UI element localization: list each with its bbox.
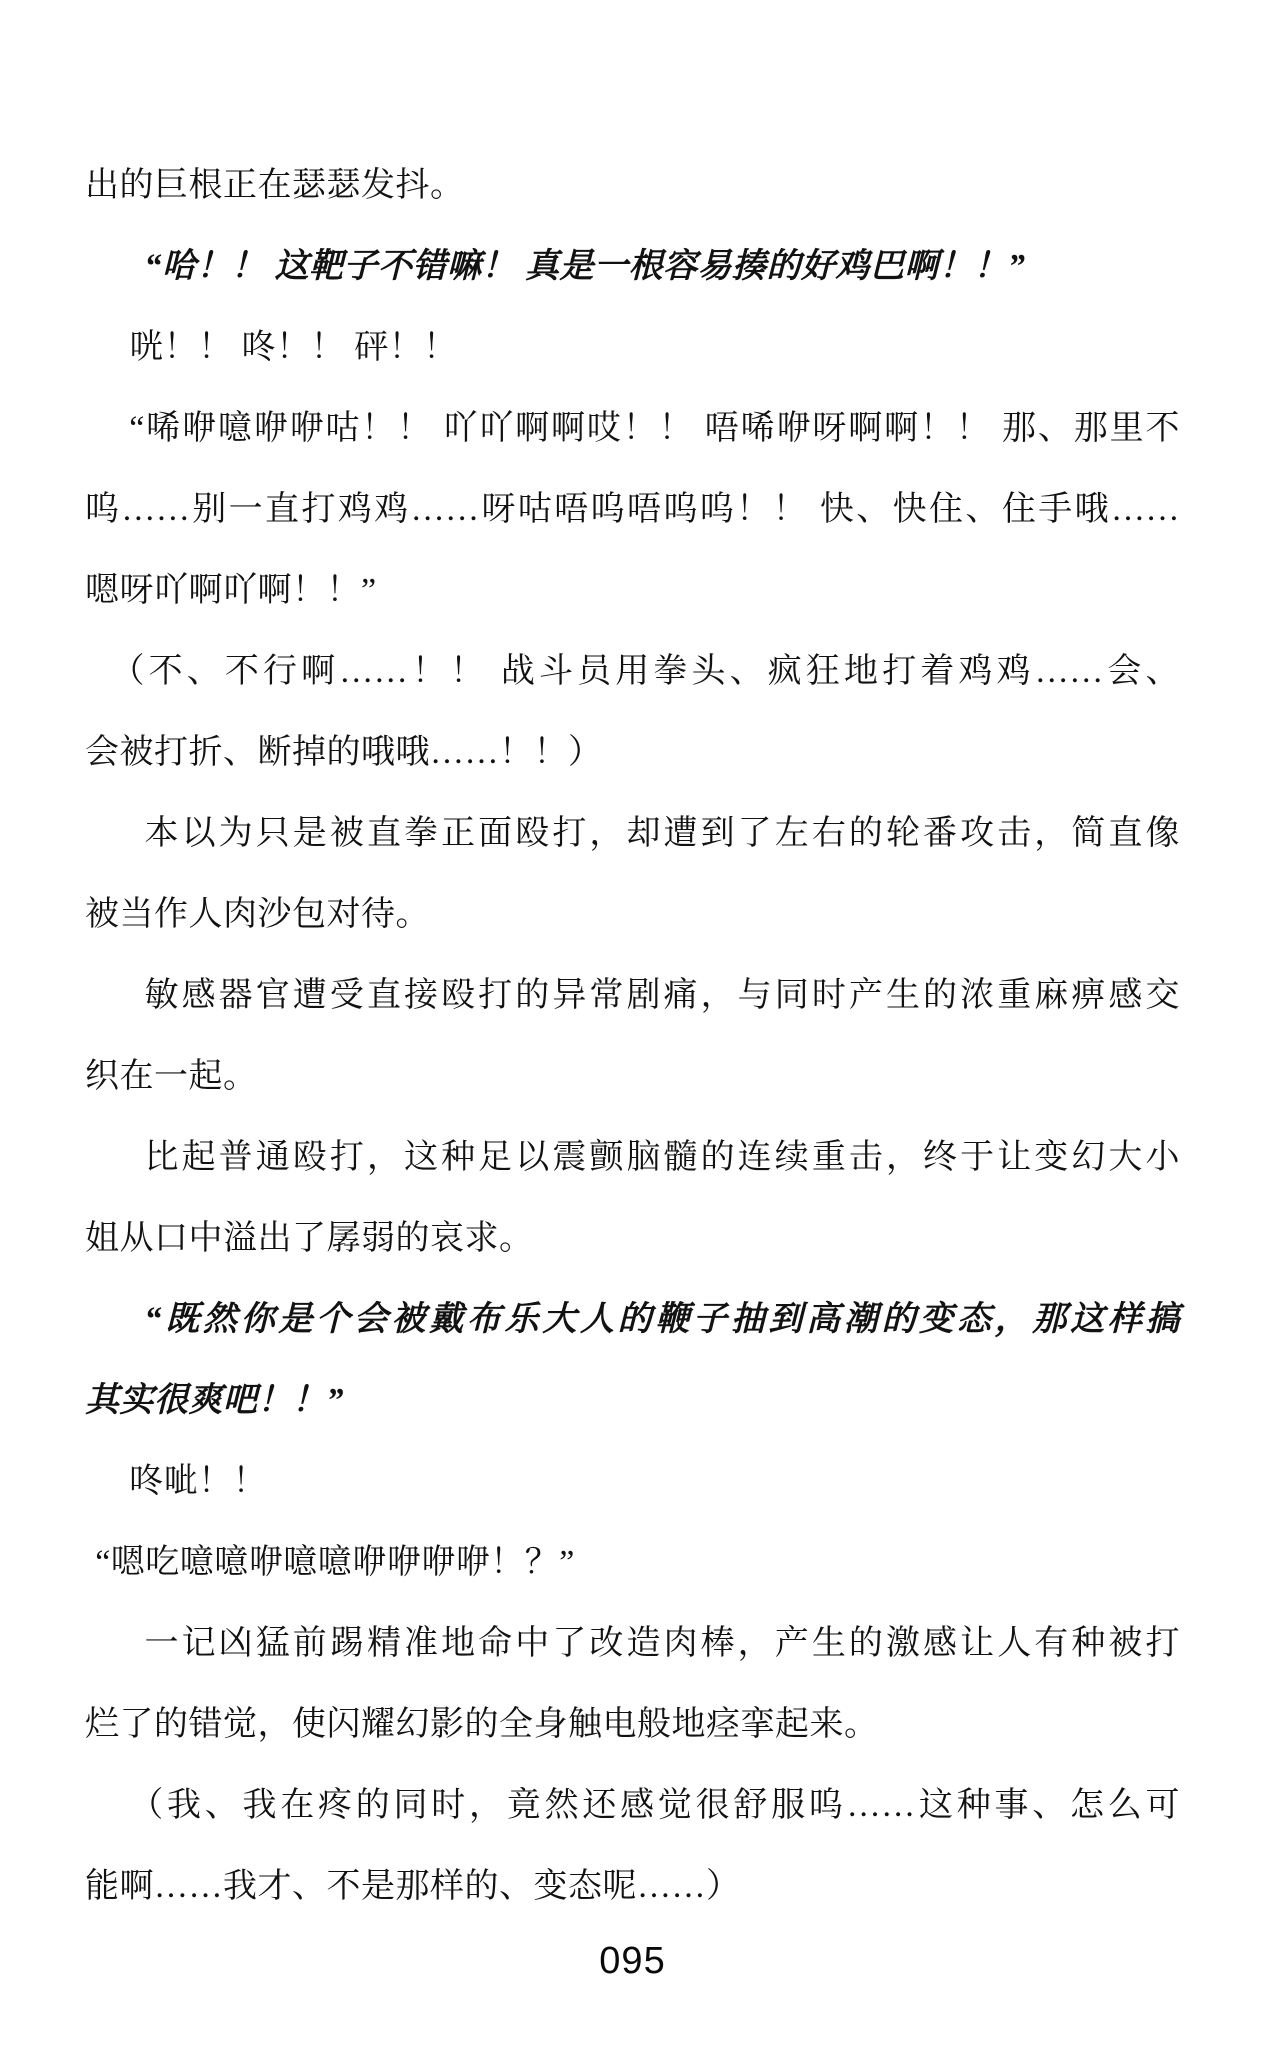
- body-text-line: 本以为只是被直拳正面殴打，却遭到了左右的轮番攻击，简直像: [144, 815, 1180, 852]
- body-text-line: 织在一起。: [85, 1058, 258, 1095]
- page-number: 095: [599, 1940, 666, 1982]
- inner-thought-line: 能啊……我才、不是那样的、变态呢……）: [85, 1868, 741, 1905]
- body-text-line: 姐从口中溢出了孱弱的哀求。: [85, 1220, 534, 1257]
- body-text-line: 一记凶猛前踢精准地命中了改造肉棒，产生的激感让人有种被打: [144, 1625, 1180, 1662]
- sound-effect-line: 咚呲！！: [129, 1463, 268, 1500]
- dialogue-line: “唏咿噫咿咿咕！！ 吖吖啊啊哎！！ 唔唏咿呀啊啊！！ 那、那里不: [129, 410, 1180, 447]
- inner-thought-line: （不、不行啊……！！ 战斗员用拳头、疯狂地打着鸡鸡……会、: [110, 653, 1180, 690]
- shout-dialogue-line: “哈！！ 这靶子不错嘛！ 真是一根容易揍的好鸡巴啊！！”: [144, 248, 1026, 285]
- shout-dialogue-line: “既然你是个会被戴布乐大人的鞭子抽到高潮的变态，那这样搞: [144, 1301, 1180, 1338]
- inner-thought-line: 会被打折、断掉的哦哦……！！）: [85, 734, 603, 771]
- inner-thought-line: （我、我在疼的同时，竟然还感觉很舒服呜……这种事、怎么可: [129, 1787, 1180, 1824]
- body-text-line: 烂了的错觉，使闪耀幻影的全身触电般地痉挛起来。: [85, 1706, 879, 1743]
- sound-effect-line: 咣！！ 咚！！ 砰！！: [129, 329, 458, 366]
- body-text-line: 被当作人肉沙包对待。: [85, 896, 430, 933]
- body-text-line: 出的巨根正在瑟瑟发抖。: [85, 167, 465, 204]
- dialogue-line: 嗯呀吖啊吖啊！！”: [85, 572, 377, 609]
- page-footer: [85, 1937, 1180, 1985]
- dialogue-line: “嗯吃噫噫咿噫噫咿咿咿咿！？”: [95, 1544, 575, 1581]
- dialogue-line: 呜……别一直打鸡鸡……呀咕唔呜唔呜呜！！ 快、快住、住手哦……: [85, 491, 1180, 528]
- body-text-line: 比起普通殴打，这种足以震颤脑髓的连续重击，终于让变幻大小: [144, 1139, 1180, 1176]
- body-text-line: 敏感器官遭受直接殴打的异常剧痛，与同时产生的浓重麻痹感交: [144, 977, 1180, 1014]
- shout-dialogue-line: 其实很爽吧！！”: [85, 1382, 344, 1419]
